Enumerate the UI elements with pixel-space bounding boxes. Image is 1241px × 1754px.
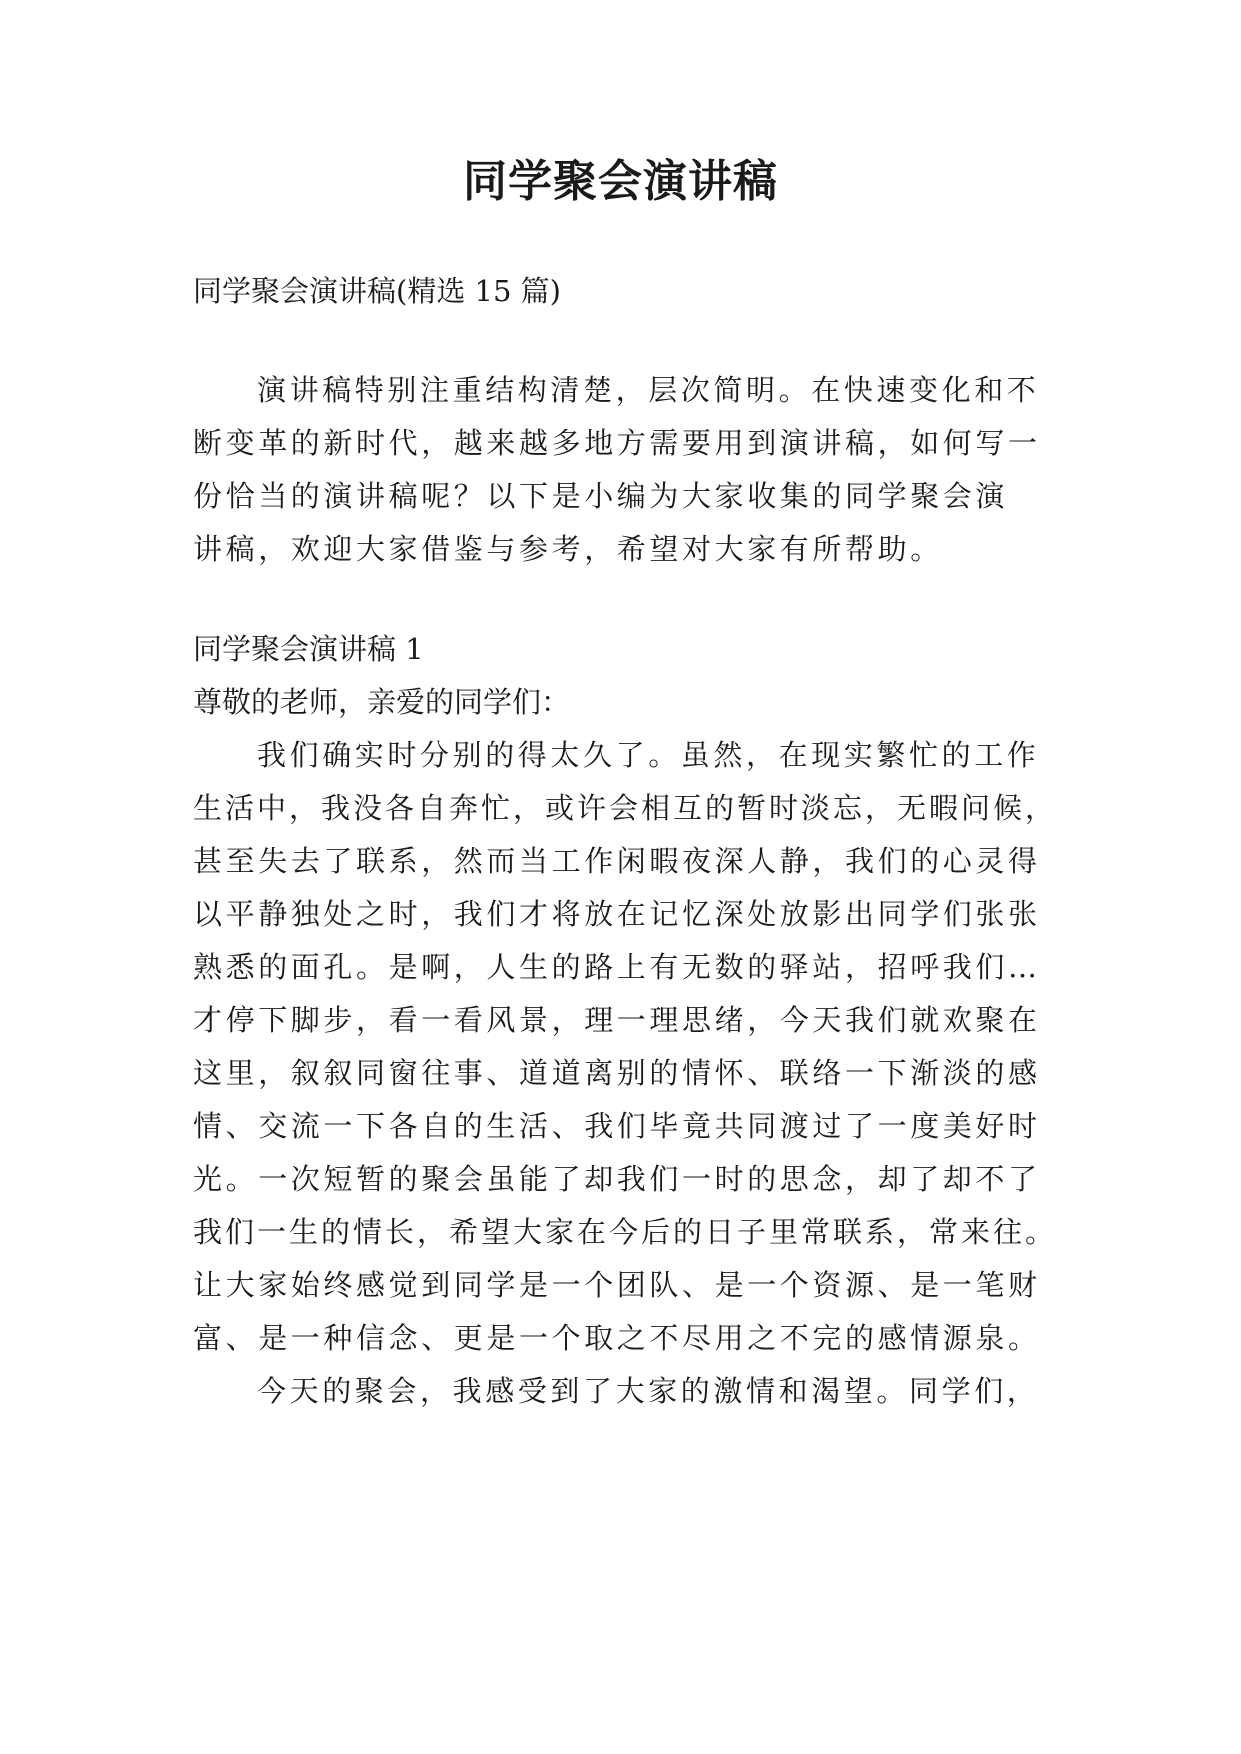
body-line: 以平静独处之时，我们才将放在记忆深处放影出同学们张张: [193, 897, 1041, 931]
intro-line: 讲稿，欢迎大家借鉴与参考，希望对大家有所帮助。: [193, 532, 943, 566]
intro-line: 份恰当的演讲稿呢？以下是小编为大家收集的同学聚会演: [193, 479, 1009, 513]
body-line: 今天的聚会，我感受到了大家的激情和渴望。同学们，: [257, 1374, 1040, 1408]
body-line: 熟悉的面孔。是啊，人生的路上有无数的驿站，招呼我们…: [193, 950, 1041, 984]
body-line: 生活中，我没各自奔忙，或许会相互的暂时淡忘，无暇问候，: [193, 791, 1058, 825]
section-heading: 同学聚会演讲稿 1: [193, 632, 424, 666]
body-line: 情、交流一下各自的生活、我们毕竟共同渡过了一度美好时: [193, 1109, 1041, 1143]
body-line: 我们确实时分别的得太久了。虽然，在现实繁忙的工作: [257, 738, 1040, 772]
body-line: 我们一生的情长，希望大家在今后的日子里常联系，常来往。: [193, 1215, 1058, 1249]
intro-line: 断变革的新时代，越来越多地方需要用到演讲稿，如何写一: [193, 426, 1041, 460]
intro-line: 演讲稿特别注重结构清楚，层次简明。在快速变化和不: [257, 373, 1040, 407]
body-line: 才停下脚步，看一看风景，理一理思绪，今天我们就欢聚在: [193, 1003, 1041, 1037]
body-line: 富、是一种信念、更是一个取之不尽用之不完的感情源泉。: [193, 1321, 1041, 1355]
body-line: 光。一次短暂的聚会虽能了却我们一时的思念，却了却不了: [193, 1162, 1041, 1196]
body-line: 甚至失去了联系，然而当工作闲暇夜深人静，我们的心灵得: [193, 844, 1041, 878]
document-title: 同学聚会演讲稿: [463, 156, 778, 207]
body-line: 让大家始终感觉到同学是一个团队、是一个资源、是一笔财: [193, 1268, 1041, 1302]
salutation: 尊敬的老师，亲爱的同学们：: [193, 685, 571, 719]
document-subtitle: 同学聚会演讲稿(精选 15 篇): [193, 274, 561, 308]
body-line: 这里，叙叙同窗往事、道道离别的情怀、联络一下渐淡的感: [193, 1056, 1041, 1090]
